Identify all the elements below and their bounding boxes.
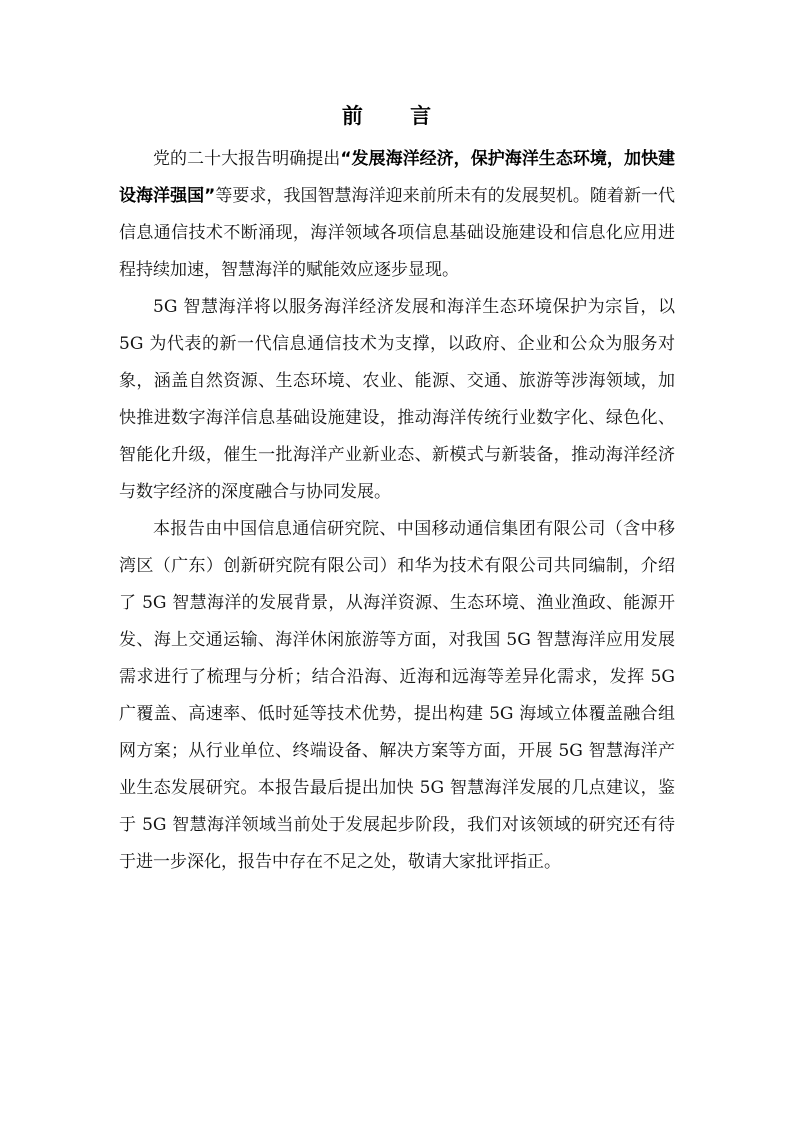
paragraph-1-rest: 等要求，我国智慧海洋迎来前所未有的发展契机。随着新一代信息通信技术不断涌现，海洋领域各项信息基础设施建设和信息化应用进程持续加速，智慧海洋的赋能效应逐步显现。 — [119, 186, 675, 280]
paragraph-3: 本报告由中国信息通信研究院、中国移动通信集团有限公司（含中移湾区（广东）创新研究院有限公司）和华为技术有限公司共同编制，介绍了 5G 智慧海洋的发展背景，从海洋资源、生态环境、渔业渔政、能源开发、海上交通运输、海洋休闲旅游等方面，对我国 5G 智慧海洋应用发展需求进行了梳理与分析；结合沿海、近海和远海等差异化需求，发挥 5G 广覆盖、高速率、低时延等技术优势，提出构建 5G 海域立体覆盖融合组网方案；从行业单位、终端设备、解决方案等方面，开展 5G 智慧海洋产业生态发展研究。本报告最后提出加快 5G 智慧海洋发展的几点建议，鉴于 5G 智慧海洋领域当前处于发展起步阶段，我们对该领域的研究还有待于进一步深化，报告中存在不足之处，敬请大家批评指正。 — [119, 519, 675, 872]
quoted-requirement: “发展海洋经济，保护海洋生态环境，加快建设海洋强国” — [119, 149, 675, 206]
page-title: 前 言 — [341, 104, 452, 128]
paragraph-1-lead: 党的二十大报告明确提出 — [153, 149, 341, 169]
document-body — [119, 141, 675, 881]
paragraph-1 — [119, 141, 675, 289]
paragraph-2: 5G 智慧海洋将以服务海洋经济发展和海洋生态环境保护为宗旨，以 5G 为代表的新一代信息通信技术为支撑，以政府、企业和公众为服务对象，涵盖自然资源、生态环境、农业、能源、交通、旅游等涉海领域，加快推进数字海洋信息基础设施建设，推动海洋传统行业数字化、绿色化、智能化升级，催生一批海洋产业新业态、新模式与新装备，推动海洋经济与数字经济的深度融合与协同发展。 — [119, 297, 675, 502]
